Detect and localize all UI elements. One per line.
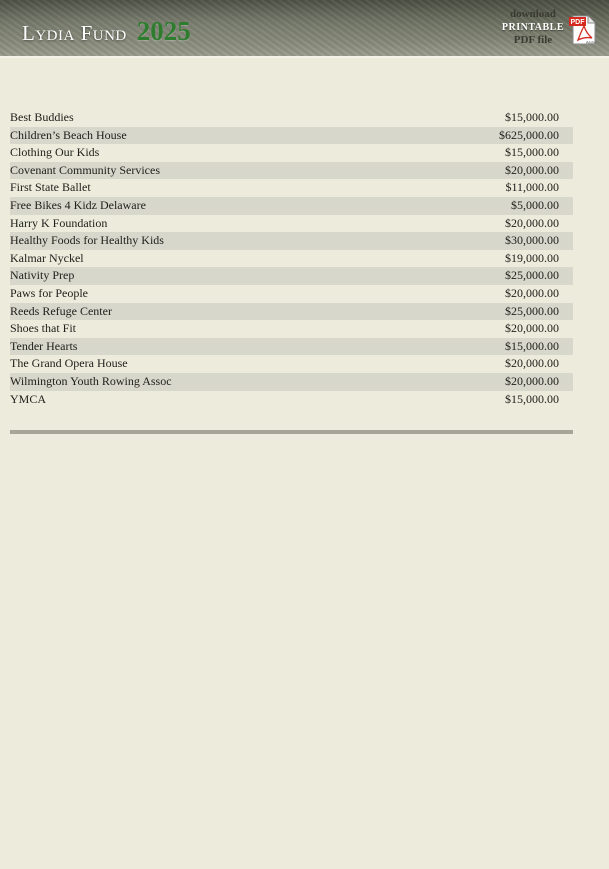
grants-table [10,109,573,408]
printable-label: PRINTABLE [501,22,564,33]
table-row [10,179,573,197]
table-row [10,338,573,356]
grant-recipient: Wilmington Youth Rowing Assoc [10,373,172,388]
grant-recipient: Paws for People [10,285,88,300]
table-row [10,391,573,409]
table-row [10,373,573,391]
table-row [10,162,573,180]
table-row [10,267,573,285]
site-logo[interactable] [22,16,191,47]
table-divider [10,430,573,434]
grant-recipient: Covenant Community Services [10,162,160,177]
grant-recipient: Kalmar Nyckel [10,250,84,265]
svg-text:Adobe: Adobe [585,40,597,45]
grant-recipient: Healthy Foods for Healthy Kids [10,233,164,248]
grant-amount: $15,000.00 [505,338,559,353]
logo-name: Lydia Fund [22,21,127,45]
grant-amount: $20,000.00 [505,162,559,177]
grant-amount: $19,000.00 [505,250,559,265]
table-row [10,285,573,303]
pdf-file-icon[interactable] [569,14,597,46]
grant-amount: $25,000.00 [505,268,559,283]
table-row [10,232,573,250]
grant-amount: $15,000.00 [505,110,559,124]
grant-amount: $20,000.00 [505,356,559,371]
table-row [10,250,573,268]
grant-amount: $15,000.00 [505,145,559,160]
grant-amount: $625,000.00 [499,127,559,142]
grant-recipient: Harry K Foundation [10,215,108,230]
table-row [10,197,573,215]
table-row [10,303,573,321]
table-row [10,215,573,233]
logo-year: 2025 [136,16,191,46]
page-header [0,0,609,58]
grant-recipient: Best Buddies [10,110,74,124]
grant-recipient: Free Bikes 4 Kidz Delaware [10,197,146,212]
grant-amount: $20,000.00 [505,285,559,300]
table-row [10,320,573,338]
grant-recipient: The Grand Opera House [10,356,128,371]
table-row [10,355,573,373]
grant-amount: $20,000.00 [505,215,559,230]
grant-recipient: Clothing Our Kids [10,145,100,160]
grant-amount: $30,000.00 [505,233,559,248]
grant-recipient: First State Ballet [10,180,91,195]
grant-recipient: YMCA [10,391,47,406]
svg-text:PDF: PDF [570,19,585,27]
grant-amount: $20,000.00 [505,373,559,388]
grant-recipient: Children’s Beach House [10,127,127,142]
grant-recipient: Tender Hearts [10,338,78,353]
grant-recipient: Shoes that Fit [10,321,77,336]
table-row [10,109,573,127]
grant-amount: $11,000.00 [505,180,559,195]
grant-amount: $25,000.00 [505,303,559,318]
grant-amount: $15,000.00 [505,391,559,406]
table-row [10,144,573,162]
pdf-file-label: PDF file [513,34,553,46]
grant-recipient: Reeds Refuge Center [10,303,112,318]
grant-amount: $5,000.00 [511,197,559,212]
table-row [10,127,573,145]
download-pdf-link[interactable] [502,8,564,47]
grant-recipient: Nativity Prep [10,268,75,283]
download-label: download [510,8,556,20]
grant-amount: $20,000.00 [505,321,559,336]
